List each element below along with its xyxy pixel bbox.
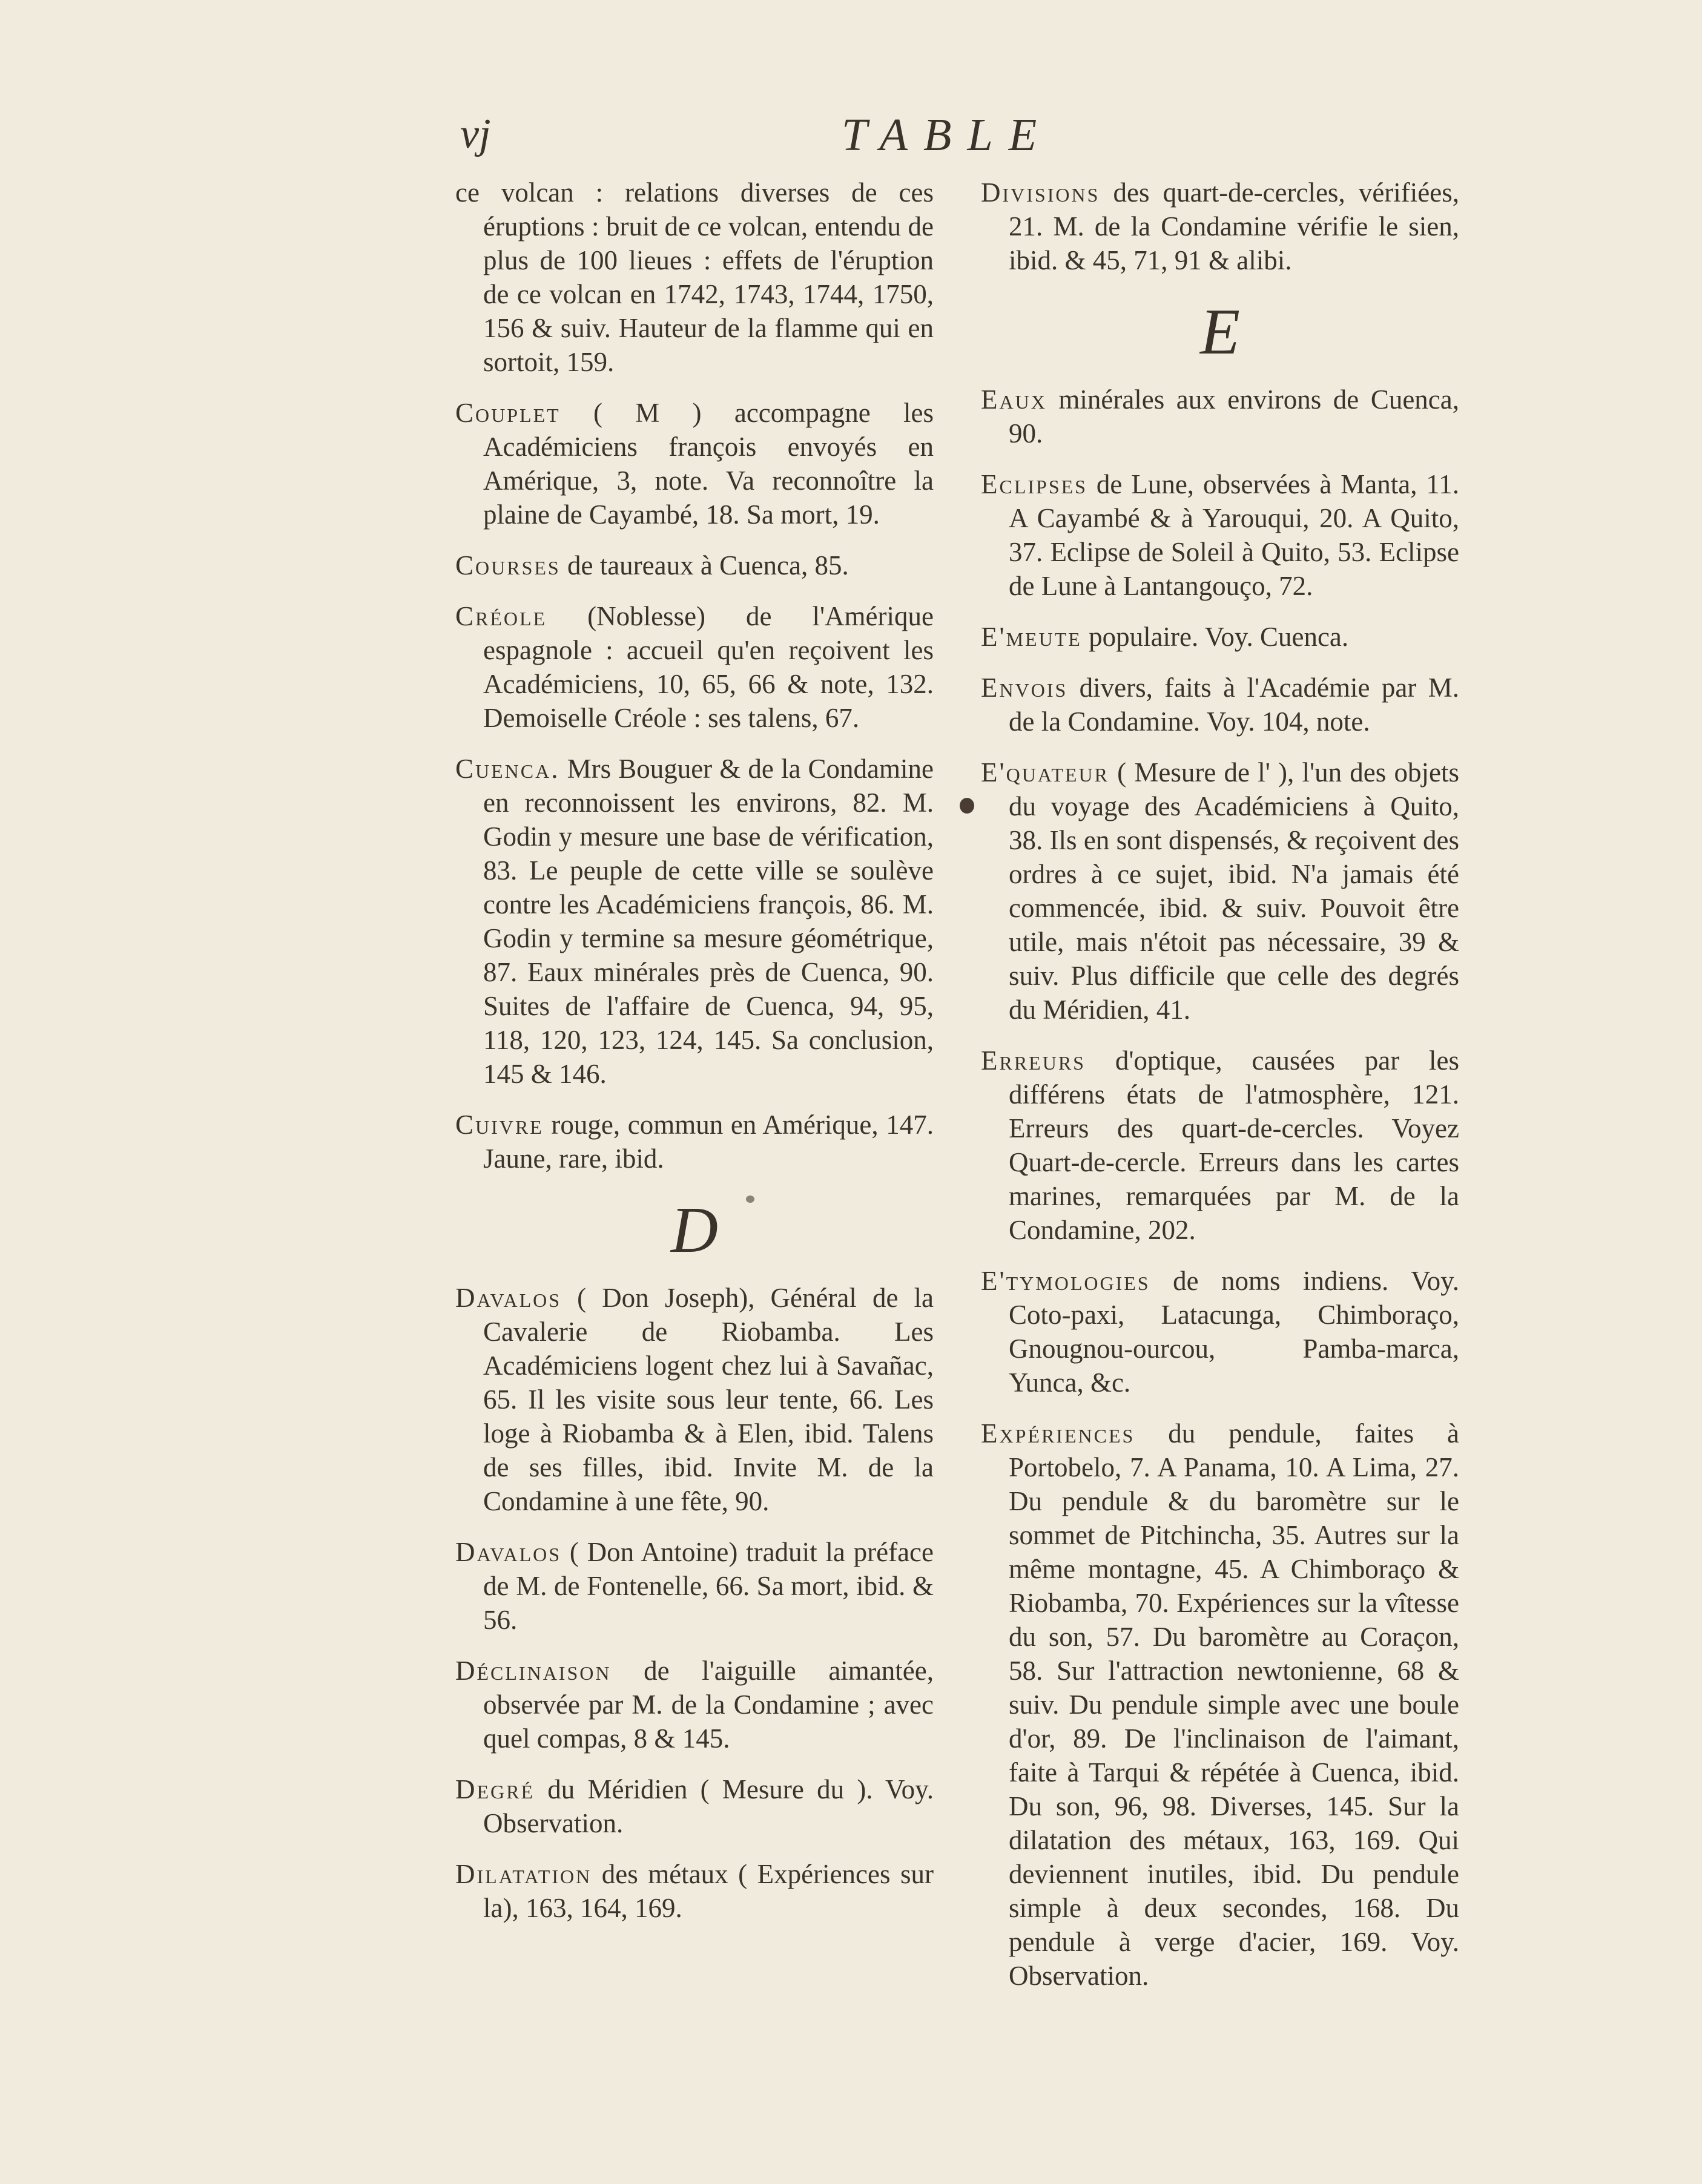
entry-headword: Cuenca.: [455, 754, 560, 784]
entry-headword: Eclipses: [981, 469, 1087, 499]
entry-headword: Degré: [455, 1774, 535, 1804]
index-entry: [455, 1654, 934, 1755]
entry-text: de Lune, observées à Manta, 11. A Cayambé & à Yarouqui, 20. A Quito, 37. Eclipse de Soleil à Quito, 53. Eclipse de Lune à Lantangouço, 72.: [1009, 469, 1459, 601]
entry-headword: Courses: [455, 550, 561, 581]
index-entry: [455, 1108, 934, 1176]
entry-text: (Noblesse) de l'Amérique espagnole : accueil qu'en reçoivent les Académiciens, 10, 65, 66 & note, 132. Demoiselle Créole : ses talens, 67.: [483, 601, 934, 733]
entry-text: divers, faits à l'Académie par M. de la Condamine. Voy. 104, note.: [1009, 673, 1459, 737]
entry-text: ( Don Antoine) traduit la préface de M. de Fontenelle, 66. Sa mort, ibid. & 56.: [483, 1537, 934, 1635]
index-entry: [455, 1857, 934, 1925]
entry-text: ( M ) accompagne les Académiciens françois envoyés en Amérique, 3, note. Va reconnoître la plaine de Cayambé, 18. Sa mort, 19.: [483, 398, 934, 530]
running-title: TABLE: [842, 110, 1053, 160]
ink-blot: [746, 1196, 754, 1203]
index-column-left: [455, 176, 934, 1942]
entry-text: de l'aiguille aimantée, observée par M. de la Condamine ; avec quel compas, 8 & 145.: [483, 1656, 934, 1754]
entry-headword: Davalos: [455, 1537, 562, 1567]
entry-headword: Envois: [981, 673, 1068, 703]
page-number: vj: [460, 111, 491, 157]
entry-text: ( Mesure de l' ), l'un des objets du voyage des Académiciens à Quito, 38. Ils en sont dispensés, & reçoivent des ordres à ce sujet, ibid. N'a jamais été commencée, ibid. & suiv. Pouvoit être utile, mais n'étoit pas nécessaire, 39 & suiv. Plus difficile que celle des degrés du Méridien, 41.: [1009, 757, 1459, 1025]
index-column-right: [981, 176, 1459, 2010]
entry-headword: Erreurs: [981, 1045, 1086, 1076]
entry-text: des quart-de-cercles, vérifiées, 21. M. de la Condamine vérifie le sien, ibid. & 45, 71, 91 & alibi.: [1009, 177, 1459, 275]
index-entry: [455, 752, 934, 1091]
entry-headword: Eaux: [981, 384, 1047, 415]
entry-headword: E'meute: [981, 622, 1082, 652]
index-entry: [981, 620, 1459, 654]
entry-text: du Méridien ( Mesure du ). Voy. Observation.: [483, 1774, 934, 1838]
entry-text: Mrs Bouguer & de la Condamine en reconnoissent les environs, 82. M. Godin y mesure une base de vérification, 83. Le peuple de cette ville se soulève contre les Académiciens françois, 86. M. Godin y termine sa mesure géométrique, 87. Eaux minérales près de Cuenca, 90. Suites de l'affaire de Cuenca, 94, 95, 118, 120, 123, 124, 145. Sa conclusion, 145 & 146.: [483, 754, 934, 1089]
entry-text: populaire. Voy. Cuenca.: [1081, 622, 1349, 652]
entry-headword: Davalos: [455, 1283, 562, 1313]
index-entry: [981, 383, 1459, 450]
entry-headword: Déclinaison: [455, 1656, 612, 1686]
entry-text: ce volcan : relations diverses de ces éruptions : bruit de ce volcan, entendu de plus de 100 lieues : effets de l'éruption de ce volcan en 1742, 1743, 1744, 1750, 156 & suiv. Hauteur de la flamme qui en sortoit, 159.: [455, 177, 934, 377]
entry-text: du pendule, faites à Portobelo, 7. A Panama, 10. A Lima, 27. Du pendule & du baromètre sur le sommet de Pitchincha, 35. Autres sur la même montagne, 45. A Chimboraço & Riobamba, 70. Expériences sur la vîtesse du son, 57. Du baromètre au Coraçon, 58. Sur l'attraction newtonienne, 68 & suiv. Du pendule simple avec une boule d'or, 89. De l'inclinaison de l'aimant, faite à Tarqui & répétée à Cuenca, ibid. Du son, 96, 98. Diverses, 145. Sur la dilatation des métaux, 163, 169. Qui deviennent inutiles, ibid. Du pendule simple à deux secondes, 168. Du pendule à verge d'acier, 169. Voy. Observation.: [1009, 1418, 1459, 1991]
ink-blot: [960, 798, 974, 814]
entry-headword: Expériences: [981, 1418, 1135, 1449]
entry-text: rouge, commun en Amérique, 147. Jaune, rare, ibid.: [483, 1110, 934, 1174]
section-letter: D: [671, 1194, 718, 1266]
index-entry: [981, 671, 1459, 738]
section-letter: E: [1200, 296, 1240, 368]
index-entry: [455, 396, 934, 531]
index-entry: [455, 548, 934, 582]
entry-text: de taureaux à Cuenca, 85.: [560, 550, 849, 581]
index-entry: [981, 1044, 1459, 1247]
entry-text: de noms indiens. Voy. Coto-paxi, Latacunga, Chimboraço, Gnougnou-ourcou, Pamba-marca, Yunca, &c.: [1009, 1266, 1459, 1398]
entry-headword: Dilatation: [455, 1859, 592, 1889]
entry-headword: Divisions: [981, 177, 1100, 208]
index-entry: [981, 176, 1459, 277]
entry-headword: E'quateur: [981, 757, 1109, 788]
entry-text: ( Don Joseph), Général de la Cavalerie de Riobamba. Les Académiciens logent chez lui à Savañac, 65. Il les visite sous leur tente, 66. Les loge à Riobamba & à Elen, ibid. Talens de ses filles, ibid. Invite M. de la Condamine à une fête, 90.: [483, 1283, 934, 1516]
index-entry: [455, 599, 934, 735]
entry-headword: E'tymologies: [981, 1266, 1150, 1296]
index-entry: [455, 1772, 934, 1840]
index-entry: [981, 1416, 1459, 1993]
entry-headword: Créole: [455, 601, 547, 631]
index-entry: [455, 176, 934, 379]
index-entry: [981, 467, 1459, 603]
entry-text: d'optique, causées par les différens états de l'atmosphère, 121. Erreurs des quart-de-cercles. Voyez Quart-de-cercle. Erreurs dans les cartes marines, remarquées par M. de la Condamine, 202.: [1009, 1045, 1459, 1245]
index-entry: [455, 1281, 934, 1518]
entry-headword: Cuivre: [455, 1110, 544, 1140]
entry-headword: Couplet: [455, 398, 561, 428]
index-entry: [455, 1535, 934, 1637]
index-entry: [981, 1264, 1459, 1400]
entry-text: des métaux ( Expériences sur la), 163, 164, 169.: [483, 1859, 934, 1923]
entry-text: minérales aux environs de Cuenca, 90.: [1009, 384, 1459, 449]
index-entry: [981, 755, 1459, 1027]
